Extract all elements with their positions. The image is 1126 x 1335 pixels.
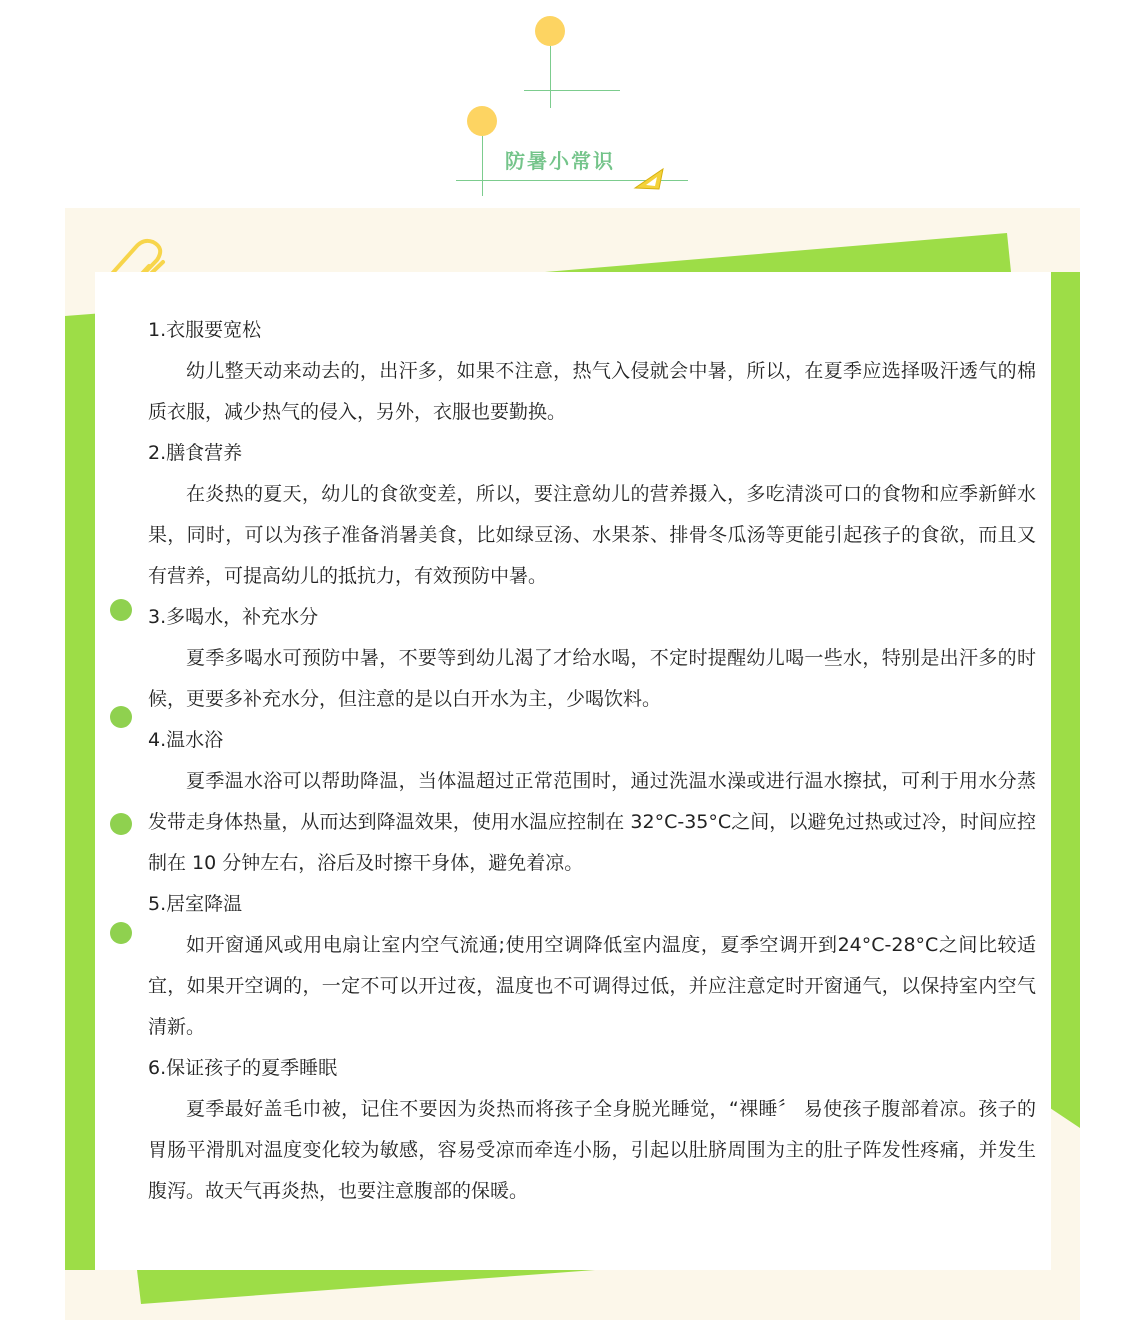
tip-body-4: 夏季温水浴可以帮助降温，当体温超过正常范围时，通过洗温水澡或进行温水擦拭，可利于用水分蒸发带走身体热量，从而达到降温效果，使用水温应控制在 32°C-35°C之间，以避免过热或过冷，时间应控制在 10 分钟左右，浴后及时擦干身体，避免着凉。 bbox=[148, 770, 1036, 874]
divider-vertical-top bbox=[550, 46, 551, 108]
yellow-dot-top bbox=[535, 16, 565, 46]
green-dot-1 bbox=[110, 599, 132, 621]
tip-section-3 bbox=[148, 597, 1036, 720]
tips-content bbox=[148, 310, 1036, 1212]
tip-title-5: 5.居室降温 bbox=[148, 893, 243, 915]
header-decoration bbox=[0, 0, 1126, 210]
yellow-dot-middle bbox=[467, 106, 497, 136]
triangle-ruler-icon bbox=[632, 166, 666, 192]
tip-title-3: 3.多喝水，补充水分 bbox=[148, 606, 319, 628]
tip-body-6: 夏季最好盖毛巾被，记住不要因为炎热而将孩子全身脱光睡觉，“裸睡〞 易使孩子腹部着凉。孩子的胃肠平滑肌对温度变化较为敏感，容易受凉而牵连小肠，引起以肚脐周围为主的肚子阵发性疼痛，并发生腹泻。故天气再炎热，也要注意腹部的保暖。 bbox=[148, 1098, 1036, 1202]
tip-body-3: 夏季多喝水可预防中暑，不要等到幼儿渴了才给水喝，不定时提醒幼儿喝一些水，特别是出汗多的时候，更要多补充水分，但注意的是以白开水为主，少喝饮料。 bbox=[148, 647, 1036, 710]
tip-body-2: 在炎热的夏天，幼儿的食欲变差，所以，要注意幼儿的营养摄入，多吃清淡可口的食物和应季新鲜水果，同时，可以为孩子准备消暑美食，比如绿豆汤、水果茶、排骨冬瓜汤等更能引起孩子的食欲，而且又有营养，可提高幼儿的抵抗力，有效预防中暑。 bbox=[148, 483, 1036, 587]
tip-section-2 bbox=[148, 433, 1036, 597]
tip-body-5: 如开窗通风或用电扇让室内空气流通;使用空调降低室内温度，夏季空调开到24°C-28°C之间比较适宜，如果开空调的，一定不可以开过夜，温度也不可调得过低，并应注意定时开窗通气，以保持室内空气清新。 bbox=[148, 934, 1036, 1038]
tips-card bbox=[95, 272, 1051, 1270]
tip-title-2: 2.膳食营养 bbox=[148, 442, 243, 464]
tip-section-4 bbox=[148, 720, 1036, 884]
green-dot-4 bbox=[110, 922, 132, 944]
tip-title-6: 6.保证孩子的夏季睡眠 bbox=[148, 1057, 338, 1079]
green-dot-3 bbox=[110, 813, 132, 835]
tip-section-5 bbox=[148, 884, 1036, 1048]
page-title: 防暑小常识 bbox=[505, 149, 615, 173]
divider-vertical-bottom bbox=[482, 136, 483, 196]
tip-body-1: 幼儿整天动来动去的，出汗多，如果不注意，热气入侵就会中暑，所以，在夏季应选择吸汗透气的棉质衣服，减少热气的侵入，另外，衣服也要勤换。 bbox=[148, 360, 1036, 423]
tip-title-1: 1.衣服要宽松 bbox=[148, 319, 262, 341]
divider-horizontal-top bbox=[524, 90, 620, 91]
green-dot-2 bbox=[110, 706, 132, 728]
tip-section-1 bbox=[148, 310, 1036, 433]
tip-title-4: 4.温水浴 bbox=[148, 729, 224, 751]
tip-section-6 bbox=[148, 1048, 1036, 1212]
